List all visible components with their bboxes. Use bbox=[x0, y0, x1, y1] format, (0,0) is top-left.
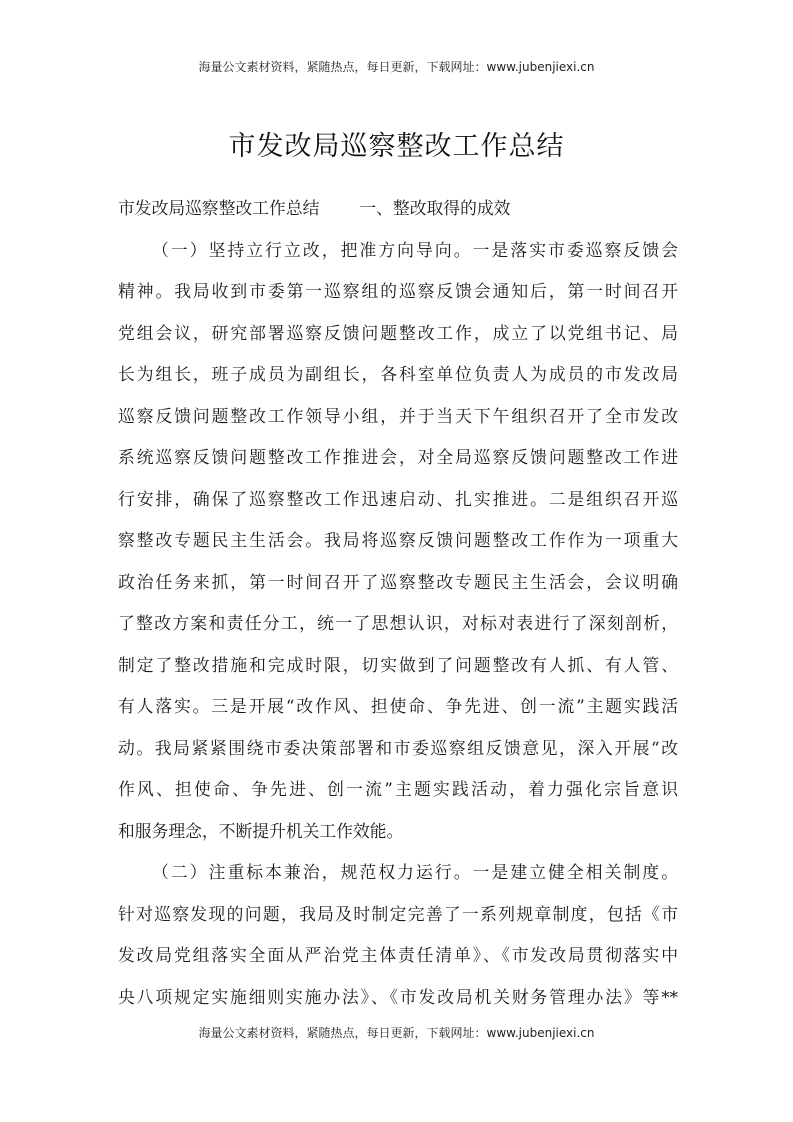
paragraph-line: 动。我局紧紧围绕市委决策部署和市委巡察组反馈意见，深入开展“改 bbox=[118, 737, 678, 758]
footer-note: 海量公文素材资料，紧随热点，每日更新，下载网址：www.jubenjiexi.cn bbox=[198, 1026, 595, 1040]
paragraph-line: 巡察反馈问题整改工作领导小组，并于当天下午组织召开了全市发改 bbox=[118, 405, 678, 426]
paragraph-line: 了整改方案和责任分工，统一了思想认识，对标对表进行了深刻剖析， bbox=[118, 613, 678, 633]
paragraph-line: 察整改专题民主生活会。我局将巡察反馈问题整改工作作为一项重大 bbox=[118, 530, 678, 550]
paragraph-line: 针对巡察发现的问题，我局及时制定完善了一系列规章制度，包括《市 bbox=[118, 903, 678, 924]
document-body bbox=[118, 188, 678, 1018]
paragraph-line: 长为组长，班子成员为副组长，各科室单位负责人为成员的市发改局 bbox=[118, 364, 678, 384]
paragraph-line: 制定了整改措施和完成时限，切实做到了问题整改有人抓、有人管、 bbox=[118, 654, 678, 675]
paragraph-line: 作风、担使命、争先进、创一流”主题实践活动，着力强化宗旨意识 bbox=[118, 779, 678, 799]
paragraph-line: 系统巡察反馈问题整改工作推进会，对全局巡察反馈问题整改工作进 bbox=[118, 447, 678, 467]
paragraph-line: 央八项规定实施细则实施办法》、《市发改局机关财务管理办法》等** bbox=[118, 986, 678, 1007]
paragraph-line: 精神。我局收到市委第一巡察组的巡察反馈会通知后，第一时间召开 bbox=[118, 281, 678, 301]
paragraph-line: 发改局党组落实全面从严治党主体责任清单》、《市发改局贯彻落实中 bbox=[118, 945, 678, 965]
paragraph-line: 和服务理念，不断提升机关工作效能。 bbox=[118, 820, 404, 841]
header-note: 海量公文素材资料，紧随热点，每日更新，下载网址：www.jubenjiexi.cn bbox=[198, 60, 595, 74]
document-title: 市发改局巡察整改工作总结 bbox=[228, 131, 565, 162]
paragraph-line: 行安排，确保了巡察整改工作迅速启动、扎实推进。二是组织召开巡 bbox=[118, 488, 678, 509]
subject-line bbox=[118, 188, 678, 230]
section-heading: 一、整改取得的成效 bbox=[359, 198, 511, 218]
paragraph-line: 政治任务来抓，第一时间召开了巡察整改专题民主生活会，会议明确 bbox=[118, 571, 678, 592]
paragraph-line: 有人落实。三是开展“改作风、担使命、争先进、创一流”主题实践活 bbox=[118, 696, 678, 716]
subject-text: 市发改局巡察整改工作总结 bbox=[118, 198, 320, 218]
paragraph-line: （一）坚持立行立改，把准方向导向。一是落实市委巡察反馈会 bbox=[152, 239, 678, 260]
paragraph-line: （二）注重标本兼治，规范权力运行。一是建立健全相关制度。 bbox=[152, 862, 678, 882]
paragraph-line: 党组会议，研究部署巡察反馈问题整改工作，成立了以党组书记、局 bbox=[118, 322, 678, 343]
